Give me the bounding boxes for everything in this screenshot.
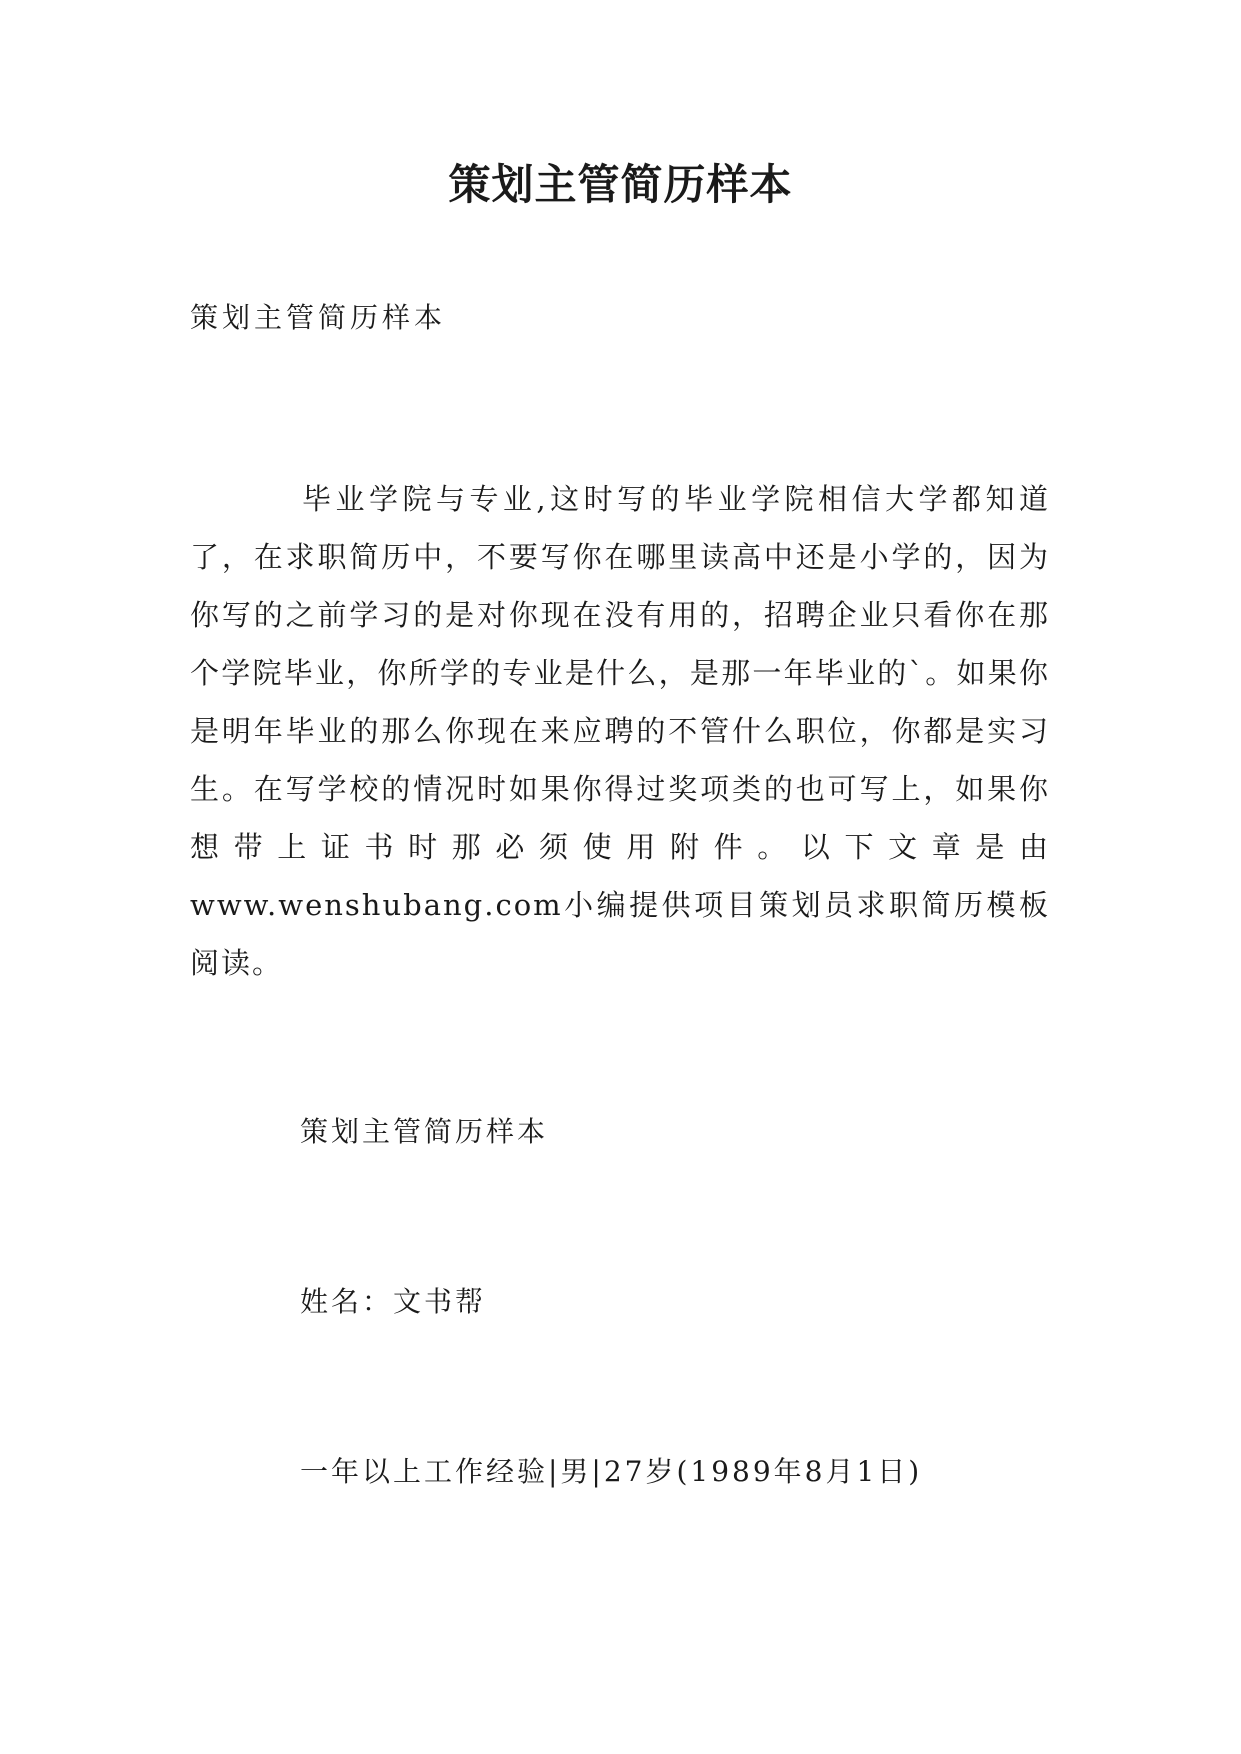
name-line: 姓名：文书帮 (300, 1285, 487, 1318)
section-title: 策划主管简历样本 (300, 1115, 549, 1148)
body-paragraph: 毕业学院与专业,这时写的毕业学院相信大学都知道了，在求职简历中，不要写你在哪里读高中还是小学的，因为你写的之前学习的是对你现在没有用的，招聘企业只看你在那个学院毕业，你所学的专业是什么，是那一年毕业的`。如果你是明年毕业的那么你现在来应聘的不管什么职位，你都是实习生。在写学校的情况时如果你得过奖项类的也可写上，如果你想带上证书时那必须使用附件。以下文章是由www.wenshubang.com小编提供项目策划员求职简历模板阅读。 (190, 482, 1050, 980)
info-line: 一年以上工作经验|男|27岁(1989年8月1日) (300, 1455, 923, 1488)
document-subtitle: 策划主管简历样本 (190, 301, 447, 334)
document-title: 策划主管简历样本 (448, 160, 793, 209)
